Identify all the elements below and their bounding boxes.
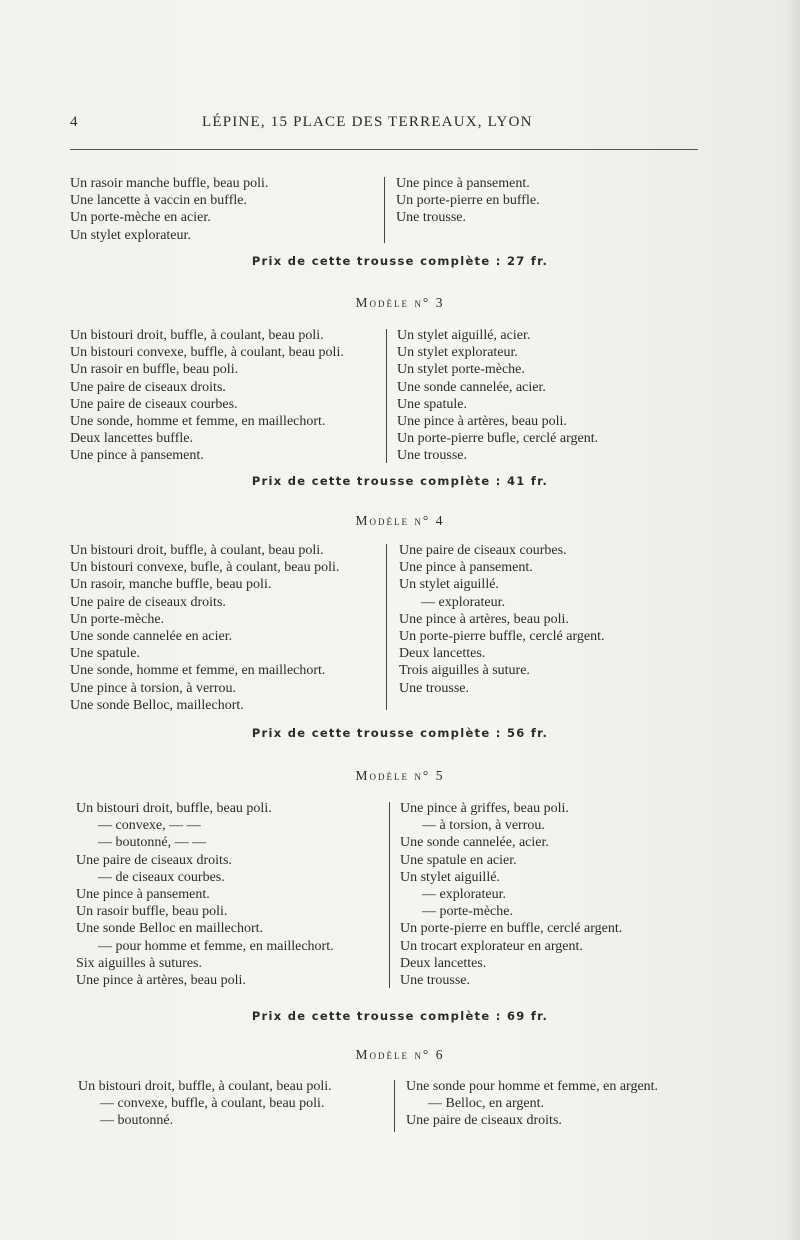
list-item: Un bistouri convexe, bufle, à coulant, beau poli. (70, 560, 340, 576)
list-item: Un stylet porte-mèche. (397, 362, 525, 378)
list-item: Une sonde pour homme et femme, en argent. (406, 1079, 659, 1094)
list-item: Une lancette à vaccin en buffle. (70, 193, 247, 209)
price-line: Prix de cette trousse complète : 56 fr. (251, 726, 549, 740)
list-item: Deux lancettes buffle. (70, 431, 193, 447)
list-item: Une sonde, homme et femme, en maillechort. (70, 663, 326, 679)
list-item: — boutonné. (100, 1113, 174, 1129)
list-item: — porte-mèche. (422, 904, 513, 920)
list-item: Une paire de ciseaux courbes. (399, 543, 567, 558)
list-item: Une pince à artères, beau poli. (76, 973, 246, 989)
list-item: Un trocart explorateur en argent. (400, 938, 583, 954)
list-item: Un porte-mèche en acier. (70, 210, 211, 226)
list-item: Un bistouri droit, buffle, à coulant, beau poli. (70, 543, 324, 558)
list-item: Un porte-pierre bufle, cerclé argent. (397, 431, 599, 447)
list-item: — explorateur. (422, 887, 506, 903)
list-item: — Belloc, en argent. (428, 1096, 544, 1112)
price-line: Prix de cette trousse complète : 69 fr. (251, 1009, 549, 1023)
list-item: Une trousse. (399, 680, 469, 696)
list-item: Un stylet explorateur. (70, 227, 191, 243)
list-item: Un stylet aiguillé, acier. (397, 328, 531, 343)
right-column (399, 542, 721, 697)
price-line: Prix de cette trousse complète : 41 fr. (251, 474, 549, 488)
list-item: — de ciseaux courbes. (98, 869, 225, 885)
list-item: — pour homme et femme, en maillechort. (98, 938, 334, 954)
list-item: Une paire de ciseaux droits. (70, 594, 226, 610)
list-item: Une pince à artères, beau poli. (397, 414, 567, 430)
list-item: Un bistouri convexe, buffle, à coulant, beau poli. (70, 345, 344, 361)
list-item: Une pince à pansement. (399, 560, 533, 576)
list-item: Une sonde Belloc en maillechort. (76, 921, 263, 937)
running-head: LÉPINE, 15 PLACE DES TERREAUX, LYON (202, 114, 533, 130)
list-item: Une paire de ciseaux droits. (76, 852, 232, 868)
left-column (76, 800, 386, 989)
price-line: Prix de cette trousse complète : 27 fr. (251, 254, 549, 268)
right-column (397, 327, 719, 465)
list-item: Un bistouri droit, buffle, à coulant, beau poli. (78, 1079, 332, 1094)
left-column (70, 327, 380, 465)
list-item: Un bistouri droit, buffle, beau poli. (76, 801, 272, 816)
column-divider (386, 329, 387, 463)
list-item: Une pince à pansement. (396, 176, 530, 191)
list-item: Une sonde cannelée en acier. (70, 629, 233, 645)
list-item: Un stylet explorateur. (397, 345, 518, 361)
list-item: Une pince à pansement. (70, 448, 204, 464)
list-item: Une pince à griffes, beau poli. (400, 801, 569, 816)
list-item: Une pince à artères, beau poli. (399, 611, 569, 627)
list-item: Une sonde cannelée, acier. (397, 379, 546, 395)
left-column (70, 542, 380, 714)
list-item: Six aiguilles à sutures. (76, 955, 202, 971)
page-header (70, 114, 700, 138)
model-title: Modèle n° 5 (355, 768, 445, 783)
list-item: Une spatule. (397, 396, 467, 412)
list-item: Un stylet aiguillé. (399, 577, 499, 593)
list-item: Un rasoir manche buffle, beau poli. (70, 176, 269, 191)
header-rule (70, 149, 698, 150)
list-item: — explorateur. (421, 594, 505, 610)
list-item: Un porte-pierre en buffle. (396, 193, 540, 209)
list-item: Deux lancettes. (399, 646, 486, 662)
list-item: Une pince à torsion, à verrou. (70, 680, 236, 696)
list-item: Une trousse. (396, 210, 466, 226)
list-item: Un porte-pierre buffle, cerclé argent. (399, 629, 605, 645)
list-item: Une sonde cannelée, acier. (400, 835, 549, 851)
page-number: 4 (70, 114, 79, 130)
list-item: Une trousse. (400, 973, 470, 989)
list-item: Une sonde Belloc, maillechort. (70, 697, 244, 713)
right-column (406, 1078, 728, 1130)
list-item: Un porte-mèche. (70, 611, 165, 627)
model-title: Modèle n° 4 (355, 513, 445, 528)
list-item: Deux lancettes. (400, 955, 487, 971)
list-item: — convexe, — — (98, 818, 201, 834)
model-title: Modèle n° 3 (355, 295, 445, 310)
list-item: Une spatule. (70, 646, 140, 662)
column-divider (384, 177, 385, 243)
list-item: Une paire de ciseaux droits. (406, 1113, 562, 1129)
column-divider (389, 802, 390, 988)
list-item: Un porte-pierre en buffle, cerclé argent. (400, 921, 623, 937)
left-column (78, 1078, 388, 1130)
list-item: — convexe, buffle, à coulant, beau poli. (100, 1096, 325, 1112)
left-column (70, 175, 380, 244)
right-column (400, 800, 722, 989)
list-item: Une pince à pansement. (76, 887, 210, 903)
list-item: Une spatule en acier. (400, 852, 517, 868)
list-item: Une sonde, homme et femme, en maillechort. (70, 414, 326, 430)
list-item: Une paire de ciseaux courbes. (70, 396, 238, 412)
column-divider (394, 1080, 395, 1132)
list-item: Un rasoir buffle, beau poli. (76, 904, 228, 920)
list-item: — à torsion, à verrou. (422, 818, 545, 834)
list-item: Trois aiguilles à suture. (399, 663, 530, 679)
list-item: Un rasoir en buffle, beau poli. (70, 362, 239, 378)
column-divider (386, 544, 387, 710)
list-item: Un stylet aiguillé. (400, 869, 500, 885)
list-item: — boutonné, — — (98, 835, 207, 851)
list-item: Une paire de ciseaux droits. (70, 379, 226, 395)
list-item: Un rasoir, manche buffle, beau poli. (70, 577, 272, 593)
right-column (396, 175, 718, 227)
list-item: Une trousse. (397, 448, 467, 464)
list-item: Un bistouri droit, buffle, à coulant, beau poli. (70, 328, 324, 343)
model-title: Modèle n° 6 (355, 1047, 445, 1062)
